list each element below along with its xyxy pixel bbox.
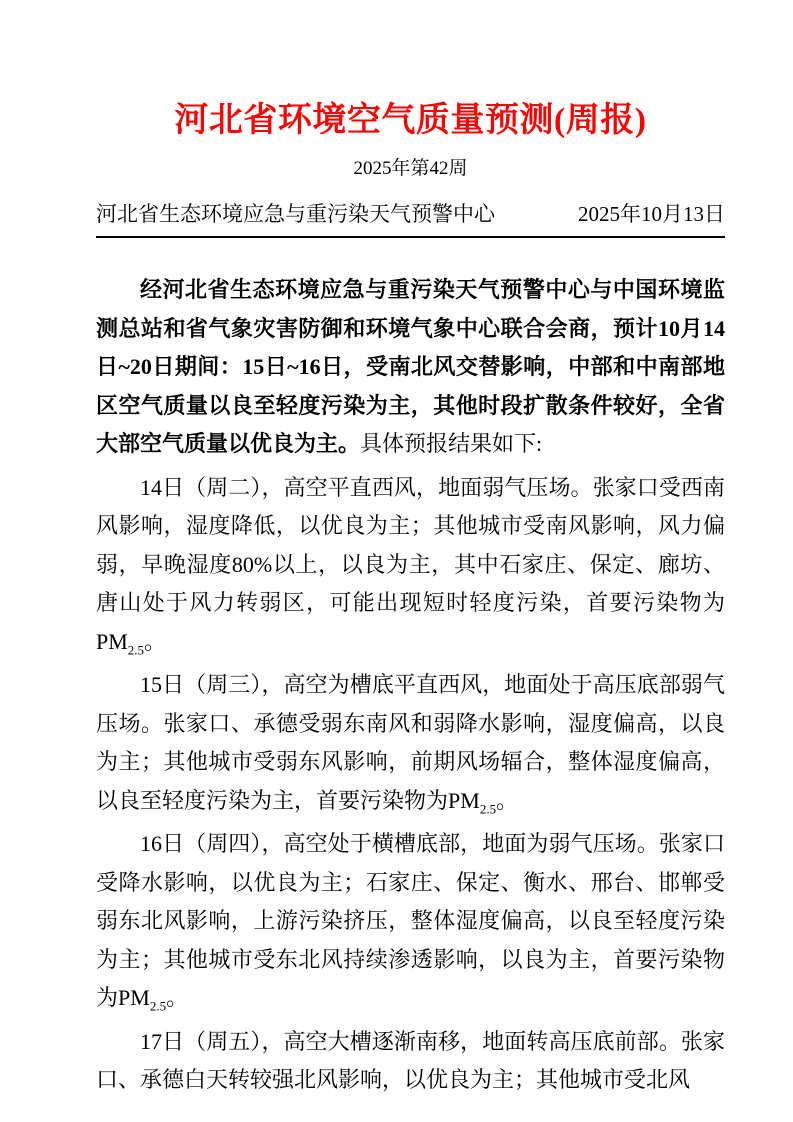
text-segment: 。 — [496, 787, 519, 813]
paragraph-forecast-day-14 — [96, 469, 725, 662]
text-segment: 具体预报结果如下: — [360, 431, 543, 456]
paragraph-forecast-day-17 — [96, 1023, 725, 1100]
text-segment: 15日（周三），高空为槽底平直西风，地面处于高压底部弱气压场。张家口、承德受弱东南风和弱降水影响，湿度偏高，以良为主；其他城市受弱东风影响，前期风场辐合，整体湿度偏高，以良至轻度污染为主，首要污染物为PM — [96, 672, 725, 813]
pm25-subscript: 2.5 — [127, 641, 145, 657]
page-title: 河北省环境空气质量预测(周报) — [174, 102, 647, 139]
document-body — [96, 271, 725, 1100]
pm25-subscript: 2.5 — [479, 800, 497, 816]
week-subtitle: 2025年第42周 — [353, 158, 468, 179]
text-segment: 。 — [166, 985, 189, 1010]
issue-date: 2025年10月13日 — [578, 202, 725, 226]
paragraph-forecast-day-16 — [96, 825, 725, 1018]
issuer-name: 河北省生态环境应急与重污染天气预警中心 — [96, 202, 495, 226]
paragraph-summary — [96, 271, 725, 464]
issuer-row — [96, 201, 725, 227]
header-divider — [96, 236, 725, 238]
text-segment: 16日（周四），高空处于横槽底部，地面为弱气压场。张家口受降水影响，以优良为主；石家庄、保定、衡水、邢台、邯郸受弱东北风影响，上游污染挤压，整体湿度偏高，以良至轻度污染为主；其他城市受东北风持续渗透影响，以良为主，首要污染物为PM — [96, 831, 725, 1010]
text-segment: 。 — [144, 628, 167, 654]
text-segment: 经河北省生态环境应急与重污染天气预警中心与中国环境监测总站和省气象灾害防御和环境气象中心联合会商，预计10月14日~20日期间：15日~16日，受南北风交替影响，中部和中南部地区空气质量以良至轻度污染为主，其他时段扩散条件较好，全省大部空气质量以优良为主。 — [96, 277, 725, 456]
text-segment: 14日（周二），高空平直西风，地面弱气压场。张家口受西南风影响，湿度降低，以优良为主；其他城市受南风影响，风力偏弱，早晚湿度80%以上，以良为主，其中石家庄、保定、廊坊、唐山处于风力转弱区，可能出现短时轻度污染，首要污染物为PM — [96, 474, 725, 654]
paragraph-forecast-day-15 — [96, 666, 725, 820]
pm25-subscript: 2.5 — [149, 998, 167, 1014]
text-segment: 17日（周五），高空大槽逐渐南移，地面转高压底前部。张家口、承德白天转较强北风影响，以优良为主；其他城市受北风 — [96, 1028, 725, 1092]
